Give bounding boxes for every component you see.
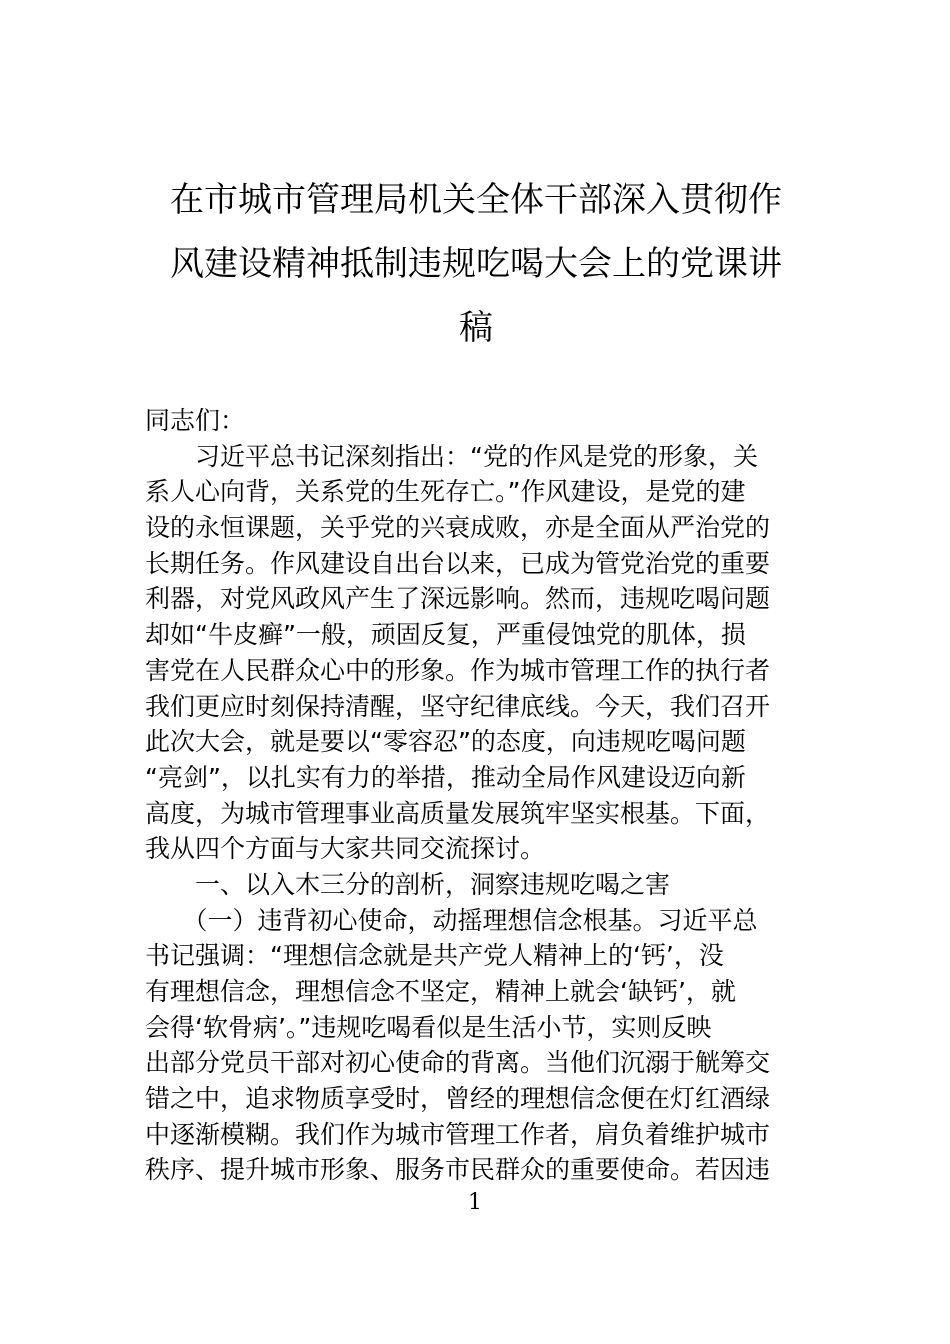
- body-line: 却如“牛皮癣”一般，顽固反复，严重侵蚀党的肌体，损: [145, 620, 746, 650]
- salutation: 同志们：: [145, 406, 246, 435]
- body-line: 错之中，追求物质享受时，曾经的理想信念便在灯红酒绿: [145, 1084, 771, 1114]
- body-line: 中逐渐模糊。我们作为城市管理工作者，肩负着维护城市: [145, 1119, 771, 1149]
- body-line: 设的永恒课题，关乎党的兴衰成败，亦是全面从严治党的: [145, 513, 771, 543]
- body-line: 出部分党员干部对初心使命的背离。当他们沉溺于觥筹交: [145, 1048, 771, 1078]
- body-line: 会得‘软骨病’。”违规吃喝看似是生活小节，实则反映: [145, 1012, 712, 1042]
- body-line: 利器，对党风政风产生了深远影响。然而，违规吃喝问题: [145, 584, 771, 614]
- body-line: 害党在人民群众心中的形象。作为城市管理工作的执行者: [145, 655, 771, 685]
- title-line: 稿: [459, 308, 493, 348]
- body-line: 长期任务。作风建设自出台以来，已成为管党治党的重要: [145, 548, 771, 578]
- body-line: 我们更应时刻保持清醒，坚守纪律底线。今天，我们召开: [145, 691, 771, 721]
- body-line: 我从四个方面与大家共同交流探讨。: [145, 834, 546, 864]
- body-line: （一）违背初心使命，动摇理想信念根基。习近平总: [145, 905, 758, 935]
- body-line: “亮剑”，以扎实有力的举措，推动全局作风建设迈向新: [145, 762, 746, 792]
- body-line: 秩序、提升城市形象、服务市民群众的重要使命。若因违: [145, 1155, 771, 1185]
- body-line: 有理想信念，理想信念不坚定，精神上就会‘缺钙’，就: [145, 977, 736, 1006]
- body-line: 此次大会，就是要以“零容忍”的态度，向违规吃喝问题: [145, 727, 746, 757]
- title-line: 风建设精神抵制违规吃喝大会上的党课讲: [170, 244, 782, 284]
- page-number: 1: [468, 1190, 482, 1215]
- section-heading: 一、以入木三分的剖析，洞察违规吃喝之害: [145, 869, 671, 899]
- body-line: 高度，为城市管理事业高质量发展筑牢坚实根基。下面，: [145, 798, 771, 828]
- document-body: [145, 403, 807, 1188]
- body-line: 书记强调：“理想信念就是共产党人精神上的‘钙’，没: [145, 941, 724, 971]
- body-line: 习近平总书记深刻指出：“党的作风是党的形象，关: [145, 441, 758, 471]
- body-line: 系人心向背，关系党的生死存亡。”作风建设，是党的建: [145, 477, 746, 507]
- title-line: 在市城市管理局机关全体干部深入贯彻作: [170, 180, 782, 220]
- document-title: [145, 168, 807, 360]
